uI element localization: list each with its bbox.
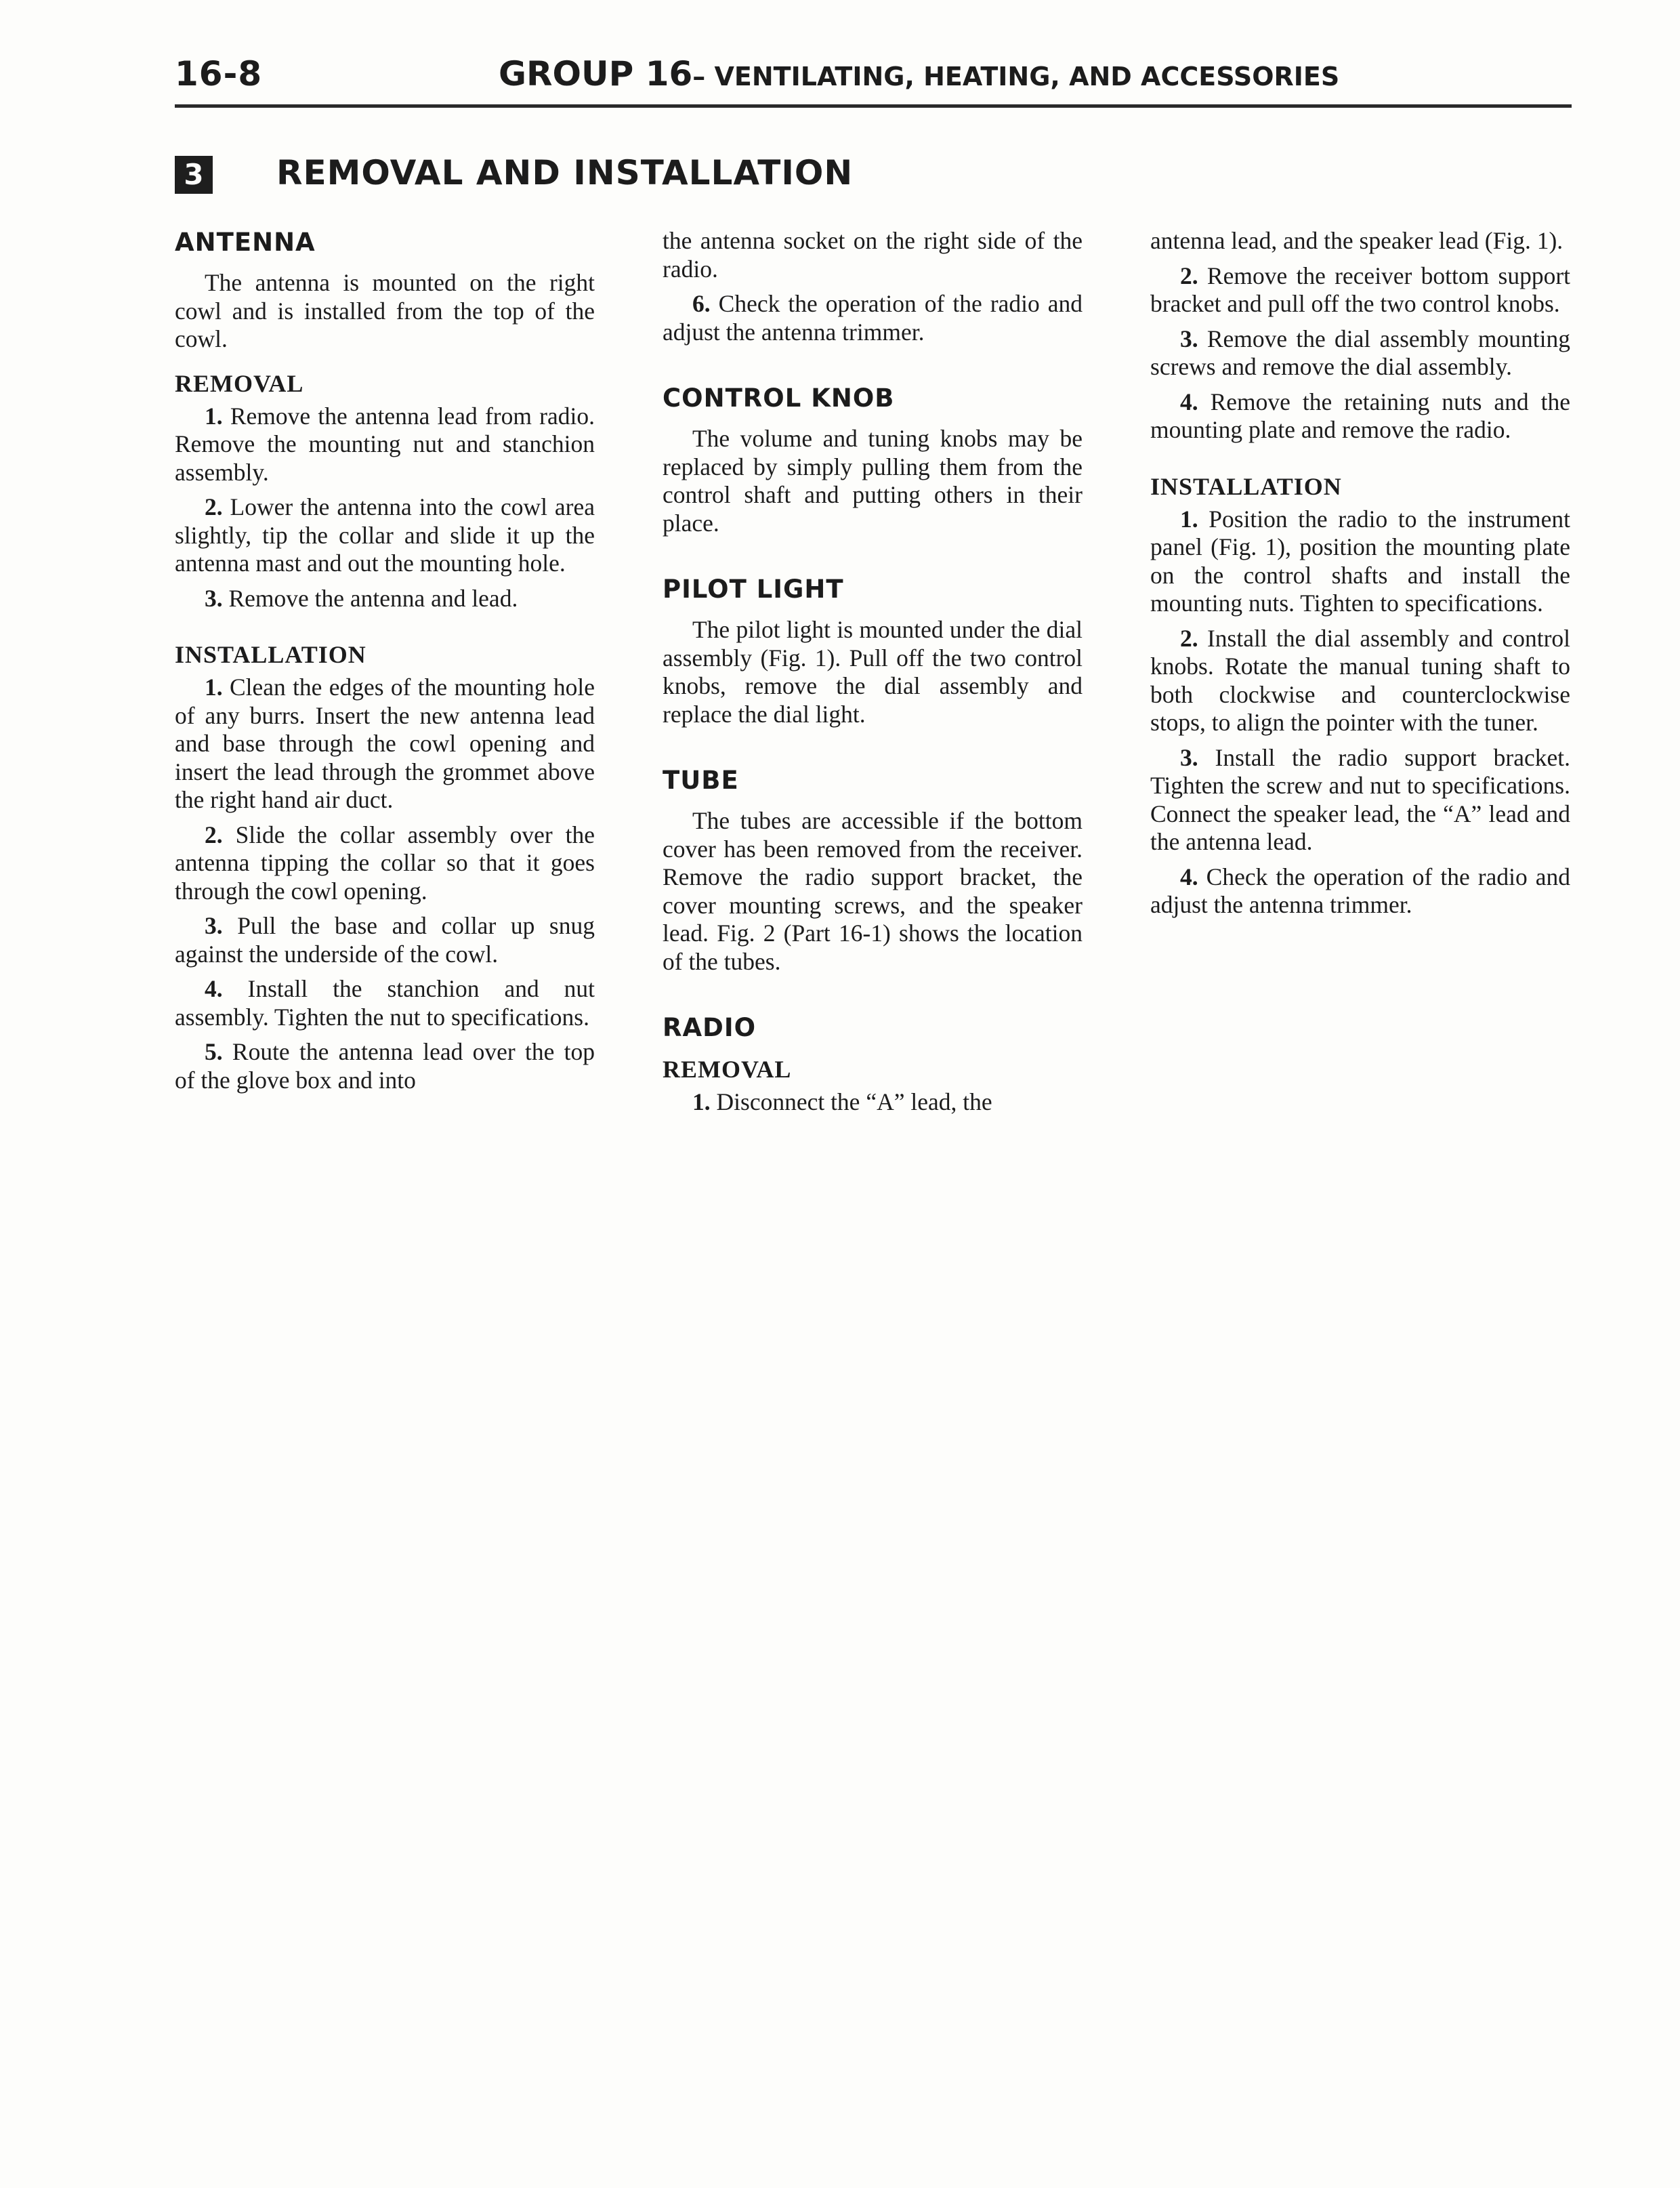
step-text: Remove the receiver bottom support bracket and pull off the two control knobs.: [1150, 262, 1570, 317]
step-number: 1.: [205, 402, 223, 430]
radio-removal-continued: antenna lead, and the speaker lead (Fig. 1).: [1150, 227, 1563, 254]
antenna-intro: The antenna is mounted on the right cowl and is installed from the top of the cowl.: [175, 269, 595, 352]
step-number: 2.: [205, 493, 223, 520]
antenna-installation-heading: INSTALLATION: [175, 641, 366, 668]
radio-install-step: [1150, 744, 1570, 856]
step-text: Remove the antenna lead from radio. Remove the mounting nut and stanchion assembly.: [175, 402, 595, 486]
radio-installation-heading: INSTALLATION: [1150, 472, 1342, 500]
step-number: 2.: [1180, 624, 1198, 652]
antenna-removal-step: [175, 585, 595, 613]
radio-removal-step: [1150, 262, 1570, 318]
antenna-install-step: [175, 674, 595, 814]
antenna-install-step: [663, 290, 1083, 346]
step-text: Check the operation of the radio and adjust the antenna trimmer.: [663, 290, 1083, 346]
step-text: Remove the dial assembly mounting screws and remove the dial assembly.: [1150, 325, 1570, 380]
step-number: 5.: [205, 1038, 223, 1065]
step-number: 2.: [205, 821, 223, 848]
step-text: Disconnect the “A” lead, the: [710, 1088, 992, 1115]
step-number: 4.: [1180, 863, 1198, 890]
page-number: 16-8: [175, 54, 263, 94]
step-text: Remove the antenna and lead.: [222, 584, 518, 612]
radio-install-step: [1150, 863, 1570, 920]
step-number: 3.: [205, 912, 223, 939]
step-number: 3.: [205, 584, 223, 612]
column-2: [663, 227, 1083, 1123]
tube-heading: TUBE: [663, 766, 739, 795]
radio-removal-step: [1150, 325, 1570, 381]
page-header: [175, 54, 1572, 108]
pilot-light-heading: PILOT LIGHT: [663, 575, 844, 604]
column-1: [175, 227, 595, 1101]
antenna-removal-step: [175, 493, 595, 578]
step-number: 3.: [1180, 743, 1198, 771]
step-number: 1.: [205, 674, 223, 701]
step-text: Lower the antenna into the cowl area slightly, tip the collar and slide it up the antenna mast and out the mounting hole.: [175, 493, 595, 577]
pilot-light-text: The pilot light is mounted under the dial assembly (Fig. 1). Pull off the two control knobs, remove the dial assembly and replace the dial light.: [663, 616, 1083, 728]
control-knob-text: The volume and tuning knobs may be replaced by simply pulling them from the control shaft and putting others in their place.: [663, 425, 1083, 537]
step-text: Slide the collar assembly over the antenna tipping the collar so that it goes through the cowl opening.: [175, 821, 595, 905]
step-text: Route the antenna lead over the top of the glove box and into: [175, 1038, 595, 1094]
step-number: 4.: [1180, 388, 1198, 415]
step-text: Clean the edges of the mounting hole of any burrs. Insert the new antenna lead and base through the cowl opening and insert the lead through the grommet above the right hand air duct.: [175, 674, 595, 813]
group-title: [499, 54, 1339, 94]
radio-removal-step: [663, 1088, 1083, 1117]
step-number: 4.: [205, 975, 223, 1002]
antenna-install-step: [175, 1038, 595, 1094]
step-number: 2.: [1180, 262, 1198, 289]
antenna-install-step: [175, 821, 595, 906]
group-subtitle: – VENTILATING, HEATING, AND ACCESSORIES: [692, 62, 1340, 91]
radio-install-step: [1150, 505, 1570, 618]
antenna-heading: ANTENNA: [175, 228, 316, 257]
step-number: 6.: [692, 290, 711, 317]
antenna-removal-step: [175, 402, 595, 487]
step-text: Install the stanchion and nut assembly. Tighten the nut to specifications.: [175, 975, 595, 1031]
radio-install-step: [1150, 625, 1570, 737]
antenna-removal-heading: REMOVAL: [175, 369, 304, 397]
section-number-badge: 3: [175, 156, 213, 194]
step-text: Remove the retaining nuts and the mounting plate and remove the radio.: [1150, 388, 1570, 443]
antenna-install-continued: the antenna socket on the right side of the radio.: [663, 227, 1083, 283]
antenna-install-step: [175, 912, 595, 968]
step-text: Install the radio support bracket. Tighten the screw and nut to specifications. Connect the speaker lead, the “A” lead and the antenna lead.: [1150, 743, 1570, 855]
step-text: Pull the base and collar up snug against the underside of the cowl.: [175, 912, 595, 968]
step-text: Position the radio to the instrument panel (Fig. 1), position the mounting plate on the control shafts and install the mounting nuts. Tighten to specifications.: [1150, 505, 1570, 617]
step-text: Install the dial assembly and control knobs. Rotate the manual tuning shaft to both clockwise and counterclockwise stops, to align the pointer with the tuner.: [1150, 624, 1570, 736]
step-number: 1.: [1180, 505, 1198, 533]
radio-heading: RADIO: [663, 1013, 757, 1042]
column-3: [1150, 227, 1570, 926]
step-number: 1.: [692, 1088, 711, 1115]
group-title-main: GROUP 16: [499, 54, 693, 94]
tube-text: The tubes are accessible if the bottom cover has been removed from the receiver. Remove the radio support bracket, the cover mounting screws, and the speaker lead. Fig. 2 (Part 16-1) shows the location of the tubes.: [663, 807, 1083, 975]
step-text: Check the operation of the radio and adjust the antenna trimmer.: [1150, 863, 1570, 918]
radio-removal-step: [1150, 388, 1570, 445]
radio-removal-heading: REMOVAL: [663, 1056, 792, 1083]
control-knob-heading: CONTROL KNOB: [663, 384, 895, 413]
section-title: REMOVAL AND INSTALLATION: [276, 153, 854, 192]
step-number: 3.: [1180, 325, 1198, 352]
antenna-install-step: [175, 975, 595, 1031]
header-rule: [175, 104, 1572, 108]
